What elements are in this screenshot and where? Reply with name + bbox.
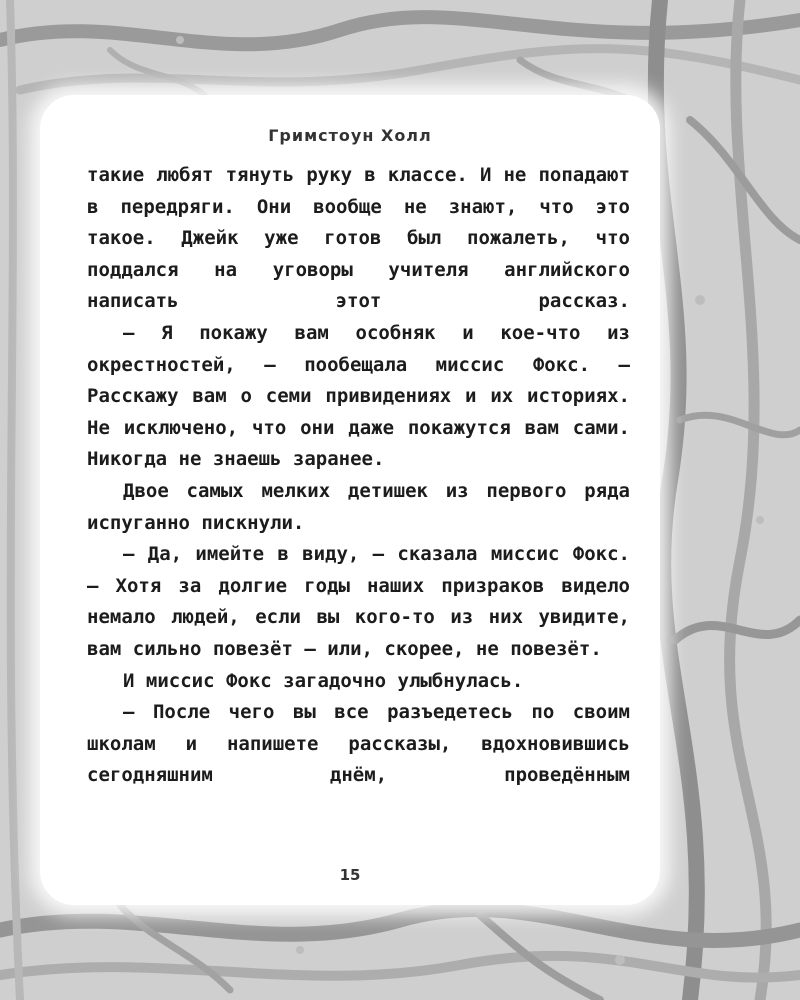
paragraph-5: И миссис Фокс загадочно улыбнулась. (123, 669, 524, 692)
paragraph-6: — После чего вы все разъедетесь по своим школам и напишете рассказы, вдохновившись сегодняшним днём, проведённым (87, 701, 630, 787)
page-text (87, 160, 630, 792)
page-number: 15 (339, 866, 361, 884)
paragraph-2: — Я покажу вам особняк и кое-что из окрестностей, — пообещала миссис Фокс. — Расскажу вам о семи привидениях и их историях. Не исключено, что они даже покажутся вам сами. Никогда не знаешь заранее. (87, 321, 630, 471)
paragraph-4: — Да, имейте в виду, — сказала миссис Фокс. — Хотя за долгие годы наших призраков видело немало людей, если вы кого-то из них увидите, вам сильно повезёт — или, скорее, не повезёт. (87, 543, 630, 660)
running-title: Гримстоун Холл (268, 126, 432, 145)
paragraph-1: такие любят тянуть руку в классе. И не попадают в передряги. Они вообще не знают, что это такое. Джейк уже готов был пожалеть, что поддался на уговоры учителя английского написать этот рассказ. (87, 164, 630, 313)
paragraph-3: Двое самых мелких детишек из первого ряда испуганно пискнули. (87, 479, 630, 534)
